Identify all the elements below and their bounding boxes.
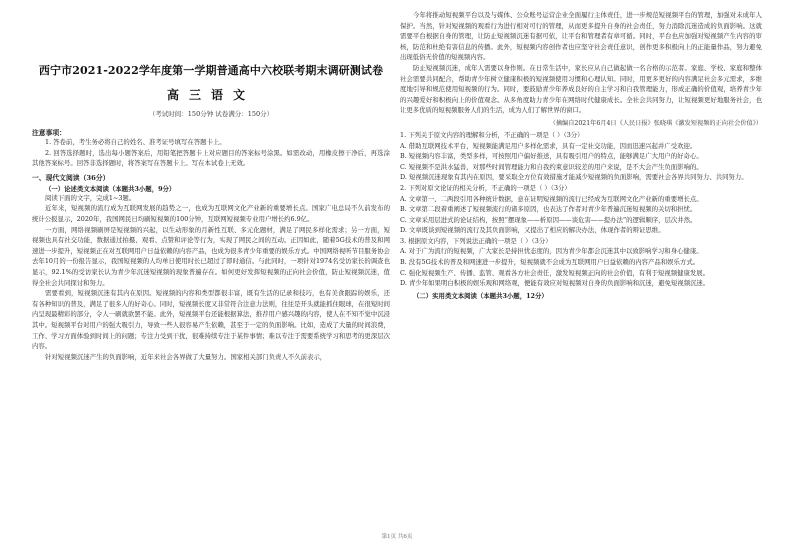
question-stem: 2. 下列对原文论证的相关分析，不正确的一项是（ ）（3分） bbox=[400, 183, 571, 192]
subject-title: 高三语文 bbox=[166, 88, 255, 102]
question-option: B. 没有5G技术的普及和网速进一步提升，短视频就不会成为互联网用户日益依赖的内容产品和娱乐方式。 bbox=[400, 258, 700, 267]
question-option: B. 文章第二段着重阐述了短视频流行的诸多原因，也表达了作者对青少年普遍沉迷短视频的关切和担忧。 bbox=[400, 205, 697, 214]
page-footer: 第1页 共6页 bbox=[381, 534, 413, 540]
subsection-heading: （二）实用类文本阅读（本题共3小题，12分） bbox=[413, 291, 548, 300]
note-item: 1. 答卷前，考生务必将自己的姓名、准考证号填写在答题卡上。 bbox=[45, 138, 226, 146]
question-option: C. 文章采用层进式的论证结构，按照“摆现象——析原因——谈危害——提办法”的逻辑顺序，层次井然。 bbox=[400, 215, 697, 224]
question-stem: 1. 下列关于原文内容的理解和分析，不正确的一项是（ ）（3分） bbox=[400, 130, 584, 139]
passage-paragraph: 近年来，短视频的流行成为互联网发展的趋势之一，也成为互联网文化产业新的重要增长点。国家广电总局不久前发布的统计公报显示，2020年，我国网民日均刷短视频的100分钟，互联网短视频专业用户增长约6.9亿。 bbox=[32, 204, 390, 223]
exam-title: 西宁市2021-2022学年度第一学期普通高中六校联考期末调研测试卷 bbox=[38, 64, 384, 77]
question-option: B. 短视频内容丰富，类型多样，可按照用户偏好推送，具有吸引用户的特点，能够满足广大用户的好奇心。 bbox=[400, 152, 703, 161]
question-option: D. 短视频沉迷现象有其内在原因，要采取全方位有效措施才能减少短视频的负面影响，需要社会各界共同努力、共同努力。 bbox=[400, 173, 748, 182]
reading-instruction: 阅读下面的文字，完成1~3题。 bbox=[45, 193, 136, 202]
passage-paragraph: 需要看到，短视频沉迷有其内在原因。短视频的内容和类型都很丰富，既有生活的记录和技巧，也有美食跟踪的娱乐，还有各种知识的普及，满足了很多人的好奇心。同时，短视频长度又非常符合注意力法则，往往是开头就能抓住眼球，在很短时间内呈现最精彩的部分，令人一刷就欲罢不能。此外，短视频平台还能根据算法，推荐用户感兴趣的内容，使人在不知不觉中沉浸其中。短视频平台对用户的强大吸引力，导致一些人很容易产生依赖，甚至于一定的负面影响。比如，造成了大量的时间浪费，工作、学习方面体验到时间上的问题；专注力受到干扰，很难持续专注于某件事情；难以专注于需要系统学习和思考的更深层次内容。 bbox=[32, 289, 390, 351]
question-stem: 3. 根据原文内容，下列说法正确的一项是（ ）（3分） bbox=[400, 236, 552, 245]
subsection-heading: （一）论述类文本阅读（本题共3小题，9分） bbox=[45, 184, 176, 193]
right-column bbox=[400, 10, 762, 300]
question-option: C. 短视频不是洪水猛兽，对那些时间管理能力和自我约束意识较差的用户来说，是不大会产生负面影响的。 bbox=[400, 162, 703, 171]
note-item: 2. 回答选择题时，选出每小题答案后，用铅笔把答题卡上对应题目的答案标号涂黑。如需改动，用橡皮擦干净后，再选涂其他答案标号。回答非选择题时，将答案写在答题卡上。写在本试卷上无效。 bbox=[32, 148, 390, 168]
passage-paragraph: 今年将推动短视频平台以及与媒体、公众账号运营企业全面履行主体责任，进一步规范短视频平台的管理，加强对未成年人保护。当然，针对短视频的观看行为进行相对可行的管理，从而更多提升自身的社会责任，努力消除沉迷造成的负面影响。这就需要平台根据自身的管理，让防止短视频沉迷有据可依，让平台和管理者有章可循。同时，平台也应加强对短视频产生内容的审核，防范和杜绝有害信息的传播。此外，短视频内容创作者也应坚守社会责任意识，创作更多积极向上的正能量作品，努力避免出现低俗无价值的短视频内容。 bbox=[400, 11, 762, 62]
notes-heading: 注意事项： bbox=[32, 129, 66, 137]
question-option: A. 对于广为流行的短视频，广大家长是持担忧态度的，因为青少年都会沉迷其中以致影响学习和身心健康。 bbox=[400, 247, 703, 256]
question-option: C. 强化短视频生产、传播、监管、观看各方社会责任，激发短视频正向的社会价值，有利于短视频健康发展。 bbox=[400, 268, 710, 277]
question-option: A. 借助互联网技术平台，短视频能满足用户多样化需求，具有一定社交功能，因而迅速兴起并广受欢迎。 bbox=[400, 141, 697, 150]
question-option: D. 青少年如果明白积极的娱乐观和网络观，便能有效应对短视频对自身的负面影响和沉迷，避免短视频沉迷。 bbox=[400, 279, 710, 288]
question-option: D. 文章既谈到短视频的流行及其负面影响，又提出了相应的解决办法，体现作者的辩证思维。 bbox=[400, 226, 665, 235]
section-heading: 一、现代文阅读（36分） bbox=[32, 173, 110, 182]
passage-source: （摘编自2021年6月4日《人民日报》张晓琪《激发短视频的正向社会价值》） bbox=[549, 119, 762, 127]
question-option: A. 文章第一、二两段引用各种统计数据，意在证明短视频的流行已经成为互联网文化产业新的重要增长点。 bbox=[400, 194, 703, 203]
passage-paragraph: 防止短视频沉迷，成年人需要以身作则。在日常生活中，家长应从自己做起做一名合格的示范者。家庭、学校、家庭和整体社会需要共同配合，帮助青少年树立健康积极的短视频使用习惯和心理认知。同时，用更多更好的内容满足社会多元需求，多维度地引导和规范使用短视频的行为。同时，要鼓励青少年养成良好的自主学习和自我管理能力，形成正确的价值观，培养青少年的兴趣爱好和积极向上的价值观念。从多角度助力青少年在网络时代健康成长。全社会共同努力，让短视频更好地服务社会，也让更多优质的短视频服务人们的生活，成为人们了解世界的窗口。 bbox=[400, 63, 762, 115]
passage-paragraph: 针对短视频沉迷产生的负面影响，近年来社会各界做了大量努力。国家相关部门负责人不久前表示， bbox=[45, 352, 327, 361]
exam-meta: （考试时间：150分钟 试卷满分：150分） bbox=[148, 110, 274, 118]
passage-paragraph: 一方面，网络视频刷屏是短视频的兴起，以生动形象的月新性互联、多元化题材，满足了网民多样化需求；另一方面，短视频也具有社交功能，数据通过拍摄、观看、点赞和评论等行为，实现了网民之间的互动。正因如此，随着5G技术的普及和网速进一步提升，短视频正在对互联网用户日益依赖的内容产品，也成为很多青少年重要的娱乐方式。中国网络视听节目服务协会去年10月的一份报告显示，我国短视频的人均单日使用时长已超过了即时通信。与此同时，一项针对1974名受访家长的调查也显示，92.1%的受访家长认为青少年沉迷短视频的现象普遍存在。如何更好发挥短视频的正向社会价值，防止短视频沉迷，值得全社会共同探讨和努力。 bbox=[32, 225, 390, 287]
left-column bbox=[32, 52, 390, 362]
